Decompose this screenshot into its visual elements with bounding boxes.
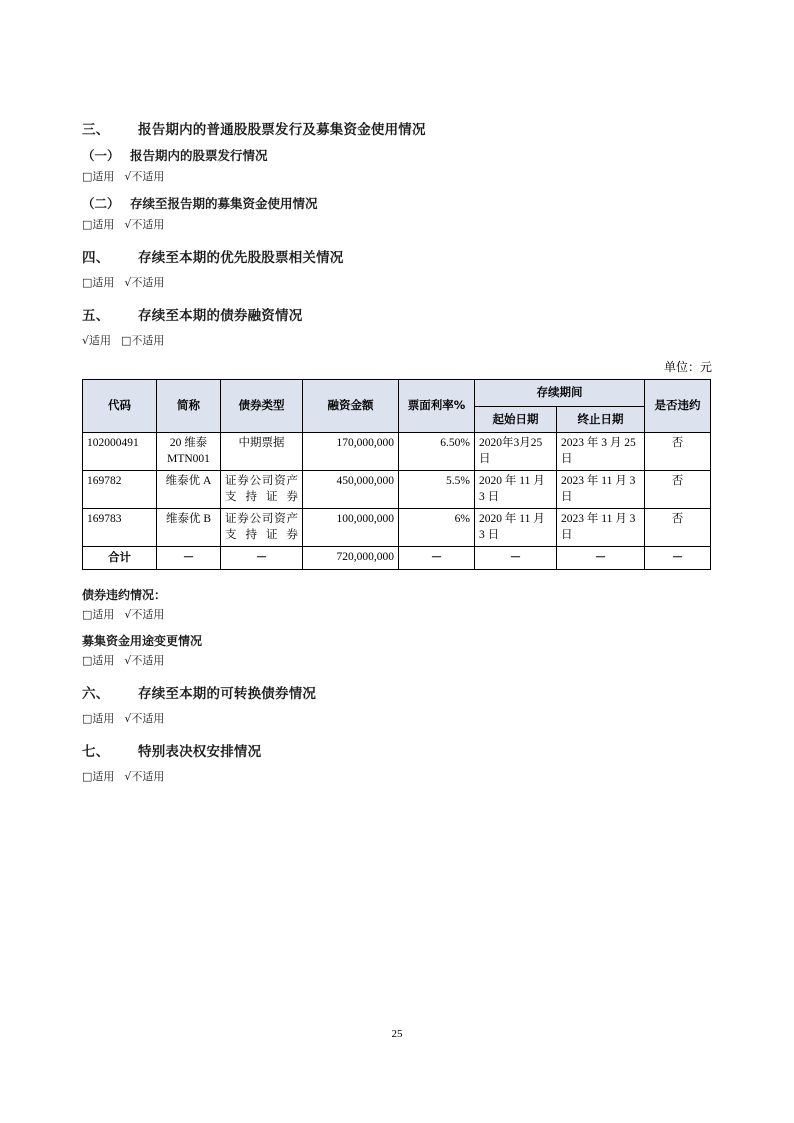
not-applicable-option-3-2[interactable]: √不适用 (124, 218, 165, 231)
section-3-sub-2-title: 存续至报告期的募集资金使用情况 (130, 196, 318, 211)
unit-note: 单位：元 (663, 360, 712, 374)
not-applicable-option-7[interactable]: √不适用 (124, 769, 165, 783)
cell-code: 169783 (83, 509, 157, 547)
section-6-title: 存续至本期的可转换债券情况 (138, 685, 317, 702)
heading-section-6 (82, 682, 712, 702)
cell-total-type: － (221, 547, 303, 570)
applicability-4 (82, 274, 712, 290)
section-7-title: 特别表决权安排情况 (138, 743, 262, 760)
header-abbr: 简称 (157, 380, 221, 433)
cell-end-date: 2023 年 11 月 3 日 (557, 471, 645, 509)
not-applicable-option-usage-change[interactable]: √不适用 (124, 653, 165, 667)
applicability-7 (82, 768, 712, 784)
section-6-number: 六、 (82, 685, 110, 702)
cell-total-start: － (475, 547, 557, 570)
table-header-row-1 (83, 380, 711, 407)
cell-abbr: 20 维泰 MTN001 (157, 433, 221, 471)
applicability-3-2 (82, 216, 712, 232)
cell-total-label: 合计 (83, 547, 157, 570)
heading-section-7 (82, 740, 712, 760)
applicable-option-6[interactable]: □适用 (82, 711, 115, 725)
cell-amount: 100,000,000 (303, 509, 399, 547)
cell-total-amount: 720,000,000 (303, 547, 399, 570)
cell-total-rate: － (399, 547, 475, 570)
applicability-6 (82, 710, 712, 726)
cell-total-abbr: － (157, 547, 221, 570)
section-3-title: 报告期内的普通股股票发行及募集资金使用情况 (138, 122, 426, 138)
header-start-date: 起始日期 (475, 406, 557, 433)
cell-type: 中期票据 (221, 433, 303, 471)
applicable-option-usage-change[interactable]: □适用 (82, 653, 115, 667)
cell-default: 否 (645, 471, 711, 509)
applicability-usage-change (82, 652, 712, 668)
header-default: 是否违约 (645, 380, 711, 433)
section-7-number: 七、 (82, 743, 110, 760)
header-type: 债券类型 (221, 380, 303, 433)
cell-abbr: 维泰优 B (157, 509, 221, 547)
header-end-date: 终止日期 (557, 406, 645, 433)
cell-type: 证券公司资产支持证券 (221, 471, 303, 509)
cell-end-date: 2023 年 3 月 25 日 (557, 433, 645, 471)
applicability-3-1 (82, 168, 712, 184)
bond-default-label: 债券违约情况： (82, 587, 167, 602)
page-number: 25 (391, 1028, 403, 1040)
cell-rate: 6% (399, 509, 475, 547)
section-3-sub-1-title: 报告期内的股票发行情况 (130, 148, 268, 163)
bond-financing-table (82, 379, 711, 570)
applicability-bond-default (82, 606, 712, 622)
not-applicable-option-4[interactable]: √不适用 (124, 276, 165, 289)
not-applicable-option-3-1[interactable]: √不适用 (124, 170, 165, 183)
table-row (83, 509, 711, 547)
cell-total-default: － (645, 547, 711, 570)
cell-amount: 170,000,000 (303, 433, 399, 471)
cell-total-end: － (557, 547, 645, 570)
applicability-5 (82, 332, 712, 348)
table-total-row (83, 547, 711, 570)
cell-code: 169782 (83, 471, 157, 509)
header-code: 代码 (83, 380, 157, 433)
cell-end-date: 2023 年 11 月 3 日 (557, 509, 645, 547)
applicable-option-3-2[interactable]: □适用 (82, 218, 115, 231)
not-applicable-option-5[interactable]: □不适用 (121, 334, 165, 347)
heading-section-3 (82, 118, 712, 138)
header-rate: 票面利率% (399, 380, 475, 433)
header-duration: 存续期间 (475, 380, 645, 407)
cell-abbr: 维泰优 A (157, 471, 221, 509)
section-3-sub-1-number: （一） (82, 148, 120, 163)
applicable-option-3-1[interactable]: □适用 (82, 170, 115, 183)
section-5-number: 五、 (82, 308, 110, 324)
applicable-option-4[interactable]: □适用 (82, 276, 115, 289)
heading-section-3-sub-2 (82, 194, 712, 212)
header-amount: 融资金额 (303, 380, 399, 433)
heading-section-4 (82, 246, 712, 266)
cell-default: 否 (645, 433, 711, 471)
heading-section-3-sub-1 (82, 146, 712, 164)
cell-amount: 450,000,000 (303, 471, 399, 509)
heading-section-5 (82, 304, 712, 324)
section-3-number: 三、 (82, 122, 110, 138)
section-4-title: 存续至本期的优先股股票相关情况 (138, 250, 344, 266)
section-5-title: 存续至本期的债券融资情况 (138, 308, 303, 324)
cell-start-date: 2020年3月25日 (475, 433, 557, 471)
usage-change-label: 募集资金用途变更情况 (82, 633, 203, 648)
cell-type: 证券公司资产支持证券 (221, 509, 303, 547)
cell-default: 否 (645, 509, 711, 547)
cell-rate: 6.50% (399, 433, 475, 471)
applicable-option-bond-default[interactable]: □适用 (82, 607, 115, 621)
cell-start-date: 2020 年 11 月 3 日 (475, 509, 557, 547)
cell-rate: 5.5% (399, 471, 475, 509)
not-applicable-option-6[interactable]: √不适用 (124, 711, 165, 725)
section-4-number: 四、 (82, 250, 110, 266)
table-row (83, 471, 711, 509)
not-applicable-option-bond-default[interactable]: √不适用 (124, 607, 165, 621)
cell-code: 102000491 (83, 433, 157, 471)
table-row (83, 433, 711, 471)
section-3-sub-2-number: （二） (82, 196, 120, 211)
applicable-option-5[interactable]: √适用 (82, 334, 112, 347)
cell-start-date: 2020 年 11 月 3 日 (475, 471, 557, 509)
applicable-option-7[interactable]: □适用 (82, 769, 115, 783)
